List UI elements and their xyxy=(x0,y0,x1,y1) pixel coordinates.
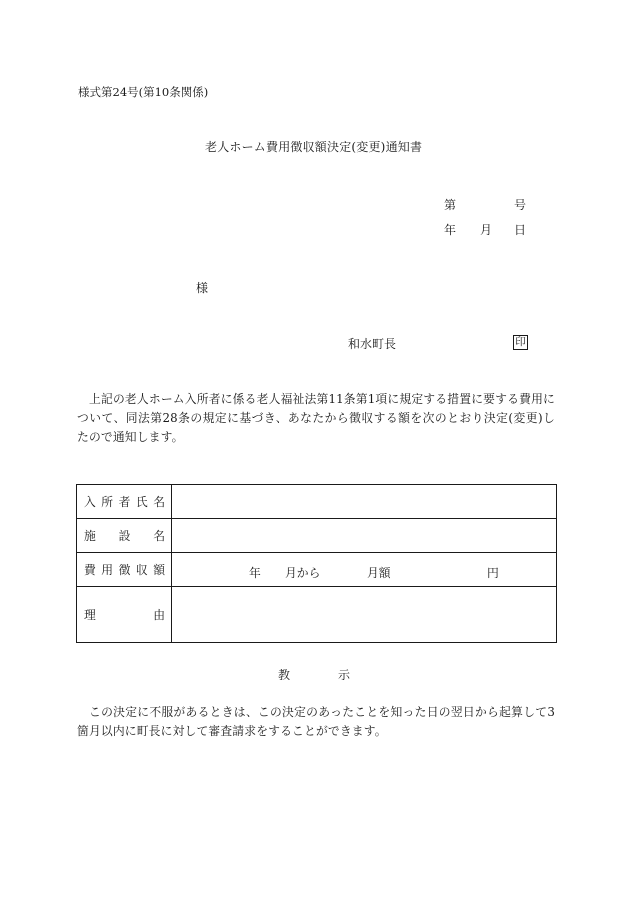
body-paragraph: 上記の老人ホーム入所者に係る老人福祉法第11条第1項に規定する措置に要する費用について、同法第28条の規定に基づき、あなたから徴収する額を次のとおり決定(変更)したので通知します。 xyxy=(77,392,555,444)
label-char: 理 xyxy=(84,608,96,622)
reason-field[interactable] xyxy=(172,587,557,643)
fee-amount-label xyxy=(77,553,172,587)
table-row-reason xyxy=(77,587,557,643)
reference-number-suffix: 号 xyxy=(514,198,527,212)
date-month-label: 月 xyxy=(480,223,493,237)
notice-paragraph: この決定に不服があるときは、この決定のあったことを知った日の翌日から起算して3箇月以内に町長に対して審査請求をすることができます。 xyxy=(77,705,555,738)
fee-monthly-label: 月額 xyxy=(367,566,391,580)
form-number: 様式第24号(第10条関係) xyxy=(78,85,209,99)
notice-heading-left: 教 xyxy=(278,668,291,682)
reference-number-prefix: 第 xyxy=(444,198,457,212)
label-char: 額 xyxy=(153,563,165,577)
label-char: 名 xyxy=(153,529,165,543)
resident-name-field[interactable] xyxy=(172,485,557,519)
issuer-name: 和水町長 xyxy=(348,337,397,351)
table-row-fee-amount xyxy=(77,553,557,587)
resident-name-label xyxy=(77,485,172,519)
label-char: 所 xyxy=(101,495,114,509)
label-char: 由 xyxy=(153,608,165,622)
label-char: 徴 xyxy=(118,563,131,577)
table-row-resident-name xyxy=(77,485,557,519)
reason-label xyxy=(77,587,172,643)
document-title: 老人ホーム費用徴収額決定(変更)通知書 xyxy=(205,140,423,154)
info-table xyxy=(76,484,557,643)
label-char: 費 xyxy=(84,563,96,577)
label-char: 施 xyxy=(84,529,96,543)
label-char: 名 xyxy=(153,495,165,509)
label-char: 者 xyxy=(118,495,131,509)
label-char: 用 xyxy=(101,563,114,577)
notice-heading-right: 示 xyxy=(338,668,351,682)
fee-amount-field[interactable] xyxy=(172,553,557,587)
addressee-honorific: 様 xyxy=(196,281,209,295)
seal-mark: 印 xyxy=(513,335,528,350)
facility-name-label xyxy=(77,519,172,553)
label-char: 入 xyxy=(84,495,96,509)
fee-year-label: 年 xyxy=(249,566,261,580)
notice-heading xyxy=(278,669,350,681)
facility-name-field[interactable] xyxy=(172,519,557,553)
fee-month-from-label: 月から xyxy=(285,566,321,580)
label-char: 収 xyxy=(135,563,148,577)
label-char: 氏 xyxy=(135,495,148,509)
fee-yen-label: 円 xyxy=(487,566,499,580)
label-char: 設 xyxy=(118,529,131,543)
table-row-facility-name xyxy=(77,519,557,553)
date-year-label: 年 xyxy=(444,223,457,237)
date-day-label: 日 xyxy=(514,223,527,237)
